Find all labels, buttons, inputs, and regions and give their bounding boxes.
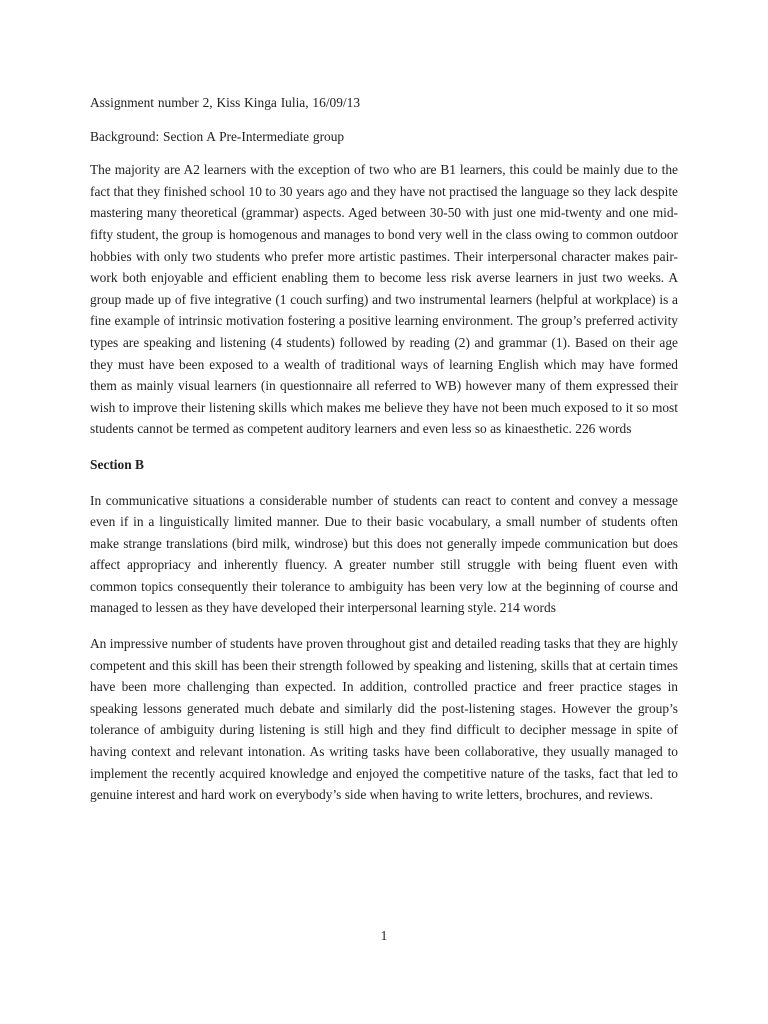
background-line: Background: Section A Pre-Intermediate group: [90, 128, 345, 144]
assignment-header: Assignment number 2, Kiss Kinga Iulia, 16/09/13: [90, 95, 361, 110]
document-page: [90, 92, 678, 820]
section-b-paragraph-2: An impressive number of students have proven throughout gist and detailed reading tasks that they are highly competent and this skill has been their strength followed by speaking and listening, skills that at certain times have been more challenging than expected. In addition, controlled practice and freer practice stages in speaking lessons generated much debate and similarly did the post-listening stages. However the group’s tolerance of ambiguity during listening is still high and they find difficult to decipher message in spite of having context and relevant intonation. As writing tasks have been collaborative, they usually managed to implement the recently acquired knowledge and enjoyed the competitive nature of the tasks, fact that led to genuine interest and hard work on everybody’s side when having to write letters, brochures, and reviews.: [90, 636, 678, 803]
section-b-paragraph-1: In communicative situations a considerable number of students can react to content and convey a message even if in a linguistically limited manner. Due to their basic vocabulary, a small number of students often make strange translations (bird milk, windrose) but this does not generally impede communication but does affect appropriacy and inherently fluency. A greater number still struggle with being fluent even with common topics consequently their tolerance to ambiguity has been very low at the beginning of course and managed to lessen as they have developed their interpersonal learning style. 214 words: [90, 492, 678, 616]
section-b-heading: Section B: [90, 456, 144, 472]
section-a-paragraph: The majority are A2 learners with the exception of two who are B1 learners, this could be mainly due to the fact that they finished school 10 to 30 years ago and they have not practised the language so they lack despite mastering many theoretical (grammar) aspects. Aged between 30-50 with just one mid-twenty and one mid-fifty student, the group is homogenous and manages to bond very well in the class owing to common outdoor hobbies with only two students who prefer more artistic pastimes. Their interpersonal character makes pair-work both enjoyable and efficient enabling them to become less risk averse learners in just two weeks. A group made up of five integrative (1 couch surfing) and two instrumental learners (helpful at workplace) is a fine example of intrinsic motivation fostering a positive learning environment. The group’s preferred activity types are speaking and listening (4 students) followed by reading (2) and grammar (1). Based on their age they must have been exposed to a wealth of traditional ways of learning English which may have formed them as mainly visual learners (in questionnaire all referred to WB) however many of them expressed their wish to improve their listening skills which makes me believe they have not been much exposed to it so most students cannot be termed as competent auditory learners and even less so as kinaesthetic. 226 words: [90, 162, 678, 437]
page-number: 1: [380, 928, 388, 943]
